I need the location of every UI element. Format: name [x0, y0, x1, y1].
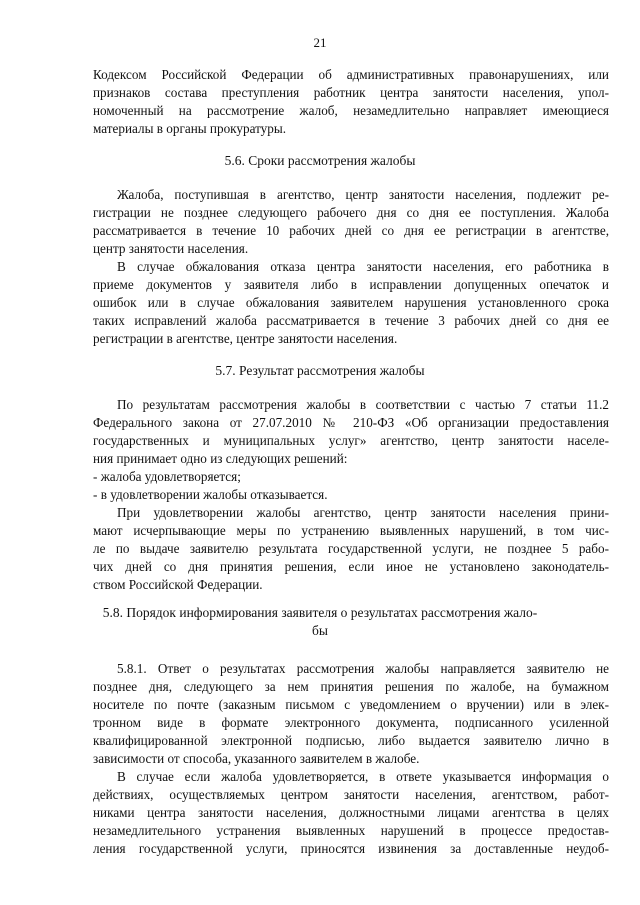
text-line: действиях, осуществляемых центром занятости населения, агентством, работ- [93, 787, 609, 802]
text-line: позднее дня, следующего за нем принятия решения по жалобе, на бумажном [93, 679, 609, 694]
text-line: незамедлительного устранения выявленных нарушений в процессе предостав- [93, 823, 609, 838]
text-line: гистрации не позднее следующего рабочего дня со дня ее поступления. Жалоба [93, 205, 609, 220]
text-line: Федерального закона от 27.07.2010 № 210-ФЗ «Об организации предоставления [93, 415, 609, 430]
text-line: Кодексом Российской Федерации об административных правонарушениях, или [93, 67, 609, 82]
text-line: тронном виде в формате электронного документа, подписанного усиленной [93, 715, 609, 730]
text-line: мают исчерпывающие меры по устранению выявленных нарушений, в том чис- [93, 523, 609, 538]
text-line: 5.8.1. Ответ о результатах рассмотрения жалобы направляется заявителю не [117, 661, 609, 676]
text-line: ле по выдаче заявителю результата государственной услуги, не позднее 5 рабо- [93, 541, 609, 556]
text-line: ния принимает одно из следующих решений: [93, 451, 348, 466]
section-heading: 5.8. Порядок информирования заявителя о результатах рассмотрения жало- [102, 605, 538, 620]
text-line: ством Российской Федерации. [93, 577, 263, 592]
text-line: зависимости от способа, указанного заявителем в жалобе. [93, 751, 420, 766]
page-number: 21 [313, 35, 327, 50]
text-line: таких исправлений жалоба рассматривается в течение 3 рабочих дней со дня ее [93, 313, 609, 328]
text-line: По результатам рассмотрения жалобы в соответствии с частью 7 статьи 11.2 [117, 397, 609, 412]
text-line: рассматривается в течение 10 рабочих дней со дня ее регистрации в агентстве, [93, 223, 609, 238]
text-line: Жалоба, поступившая в агентство, центр занятости населения, подлежит ре- [117, 187, 609, 202]
text-line: государственных и муниципальных услуг» агентство, центр занятости населе- [93, 433, 609, 448]
text-line: В случае обжалования отказа центра занятости населения, его работника в [117, 259, 609, 274]
text-line: номоченный на рассмотрение жалоб, незамедлительно направляет имеющиеся [93, 103, 609, 118]
text-line: При удовлетворении жалобы агентство, центр занятости населения прини- [117, 505, 609, 520]
text-line: чих дней со дня принятия решения, если иное не установлено законодатель- [93, 559, 609, 574]
section-heading: бы [312, 623, 328, 638]
text-line: признаков состава преступления работник центра занятости населения, упол- [93, 85, 609, 100]
text-line: ления государственной услуги, приносятся извинения за доставленные неудоб- [93, 841, 609, 856]
text-line: квалифицированной электронной подписью, либо выдается заявителю лично в [93, 733, 609, 748]
text-line: носителе по почте (заказным письмом с уведомлением о вручении) или в элек- [93, 697, 609, 712]
section-heading: 5.7. Результат рассмотрения жалобы [215, 363, 425, 378]
text-line: никами центра занятости населения, должностными лицами агентства в целях [93, 805, 609, 820]
text-line: материалы в органы прокуратуры. [93, 121, 287, 136]
text-line: ошибок или в случае обжалования заявителем нарушения установленного срока [93, 295, 609, 310]
text-line: приеме документов у заявителя либо в исправлении допущенных опечаток и [93, 277, 609, 292]
text-line: В случае если жалоба удовлетворяется, в ответе указывается информация о [117, 769, 609, 784]
text-line: регистрации в агентстве, центре занятости населения. [93, 331, 398, 346]
text-line: - жалоба удовлетворяется; [93, 469, 241, 484]
text-line: - в удовлетворении жалобы отказывается. [93, 487, 328, 502]
section-heading: 5.6. Сроки рассмотрения жалобы [224, 153, 416, 168]
text-line: центр занятости населения. [93, 241, 249, 256]
